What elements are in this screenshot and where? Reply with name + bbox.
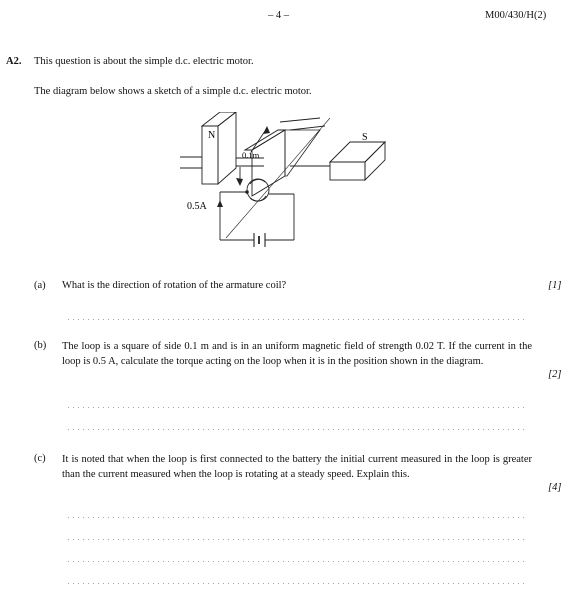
part-a-text: What is the direction of rotation of the armature coil? xyxy=(62,280,287,291)
current-arrow-icon xyxy=(217,200,223,207)
question-number: A2. xyxy=(6,56,22,67)
answer-line-a1[interactable] xyxy=(66,319,528,320)
part-c-text: It is noted that when the loop is first connected to the battery the initial current measured in the loop is greater than the current measured when the loop is rotating at a steady speed. Explain this. xyxy=(62,454,532,480)
paper-code: M00/430/H(2) xyxy=(485,10,547,21)
external-circuit xyxy=(220,192,294,240)
answer-line-b2[interactable] xyxy=(66,429,528,430)
commutator xyxy=(247,179,269,201)
north-pole-label: N xyxy=(208,130,216,141)
south-pole-magnet xyxy=(330,142,385,180)
answer-line-c1[interactable] xyxy=(66,517,528,518)
force-arrow-down-icon xyxy=(236,178,243,186)
answer-line-c2[interactable] xyxy=(66,539,528,540)
force-arrow-up-icon xyxy=(263,126,270,134)
part-c-marks: [4] xyxy=(548,482,562,493)
page-number: – 4 – xyxy=(268,10,289,21)
battery xyxy=(254,233,265,247)
question-intro: This question is about the simple d.c. electric motor. xyxy=(34,56,254,67)
part-a-marks: [1] xyxy=(548,280,562,291)
part-c-label: (c) xyxy=(34,453,46,464)
answer-line-b1[interactable] xyxy=(66,407,528,408)
part-b-marks: [2] xyxy=(548,369,562,380)
diagram-caption: The diagram below shows a sketch of a simple d.c. electric motor. xyxy=(34,86,312,97)
answer-line-c4[interactable] xyxy=(66,583,528,584)
current-label: 0.5A xyxy=(187,201,207,212)
part-b-label: (b) xyxy=(34,340,47,351)
north-pole-magnet xyxy=(202,112,236,184)
part-a-label: (a) xyxy=(34,280,46,291)
answer-line-c3[interactable] xyxy=(66,561,528,562)
motor-diagram xyxy=(170,112,400,252)
side-length-label: 0.1m xyxy=(242,150,260,160)
part-b-text: The loop is a square of side 0.1 m and is in an uniform magnetic field of strength 0.02 T. If the current in the loop is 0.5 A, calculate the torque acting on the loop when it is in the position shown in the diagram. xyxy=(62,341,532,367)
south-pole-label: S xyxy=(362,132,368,143)
